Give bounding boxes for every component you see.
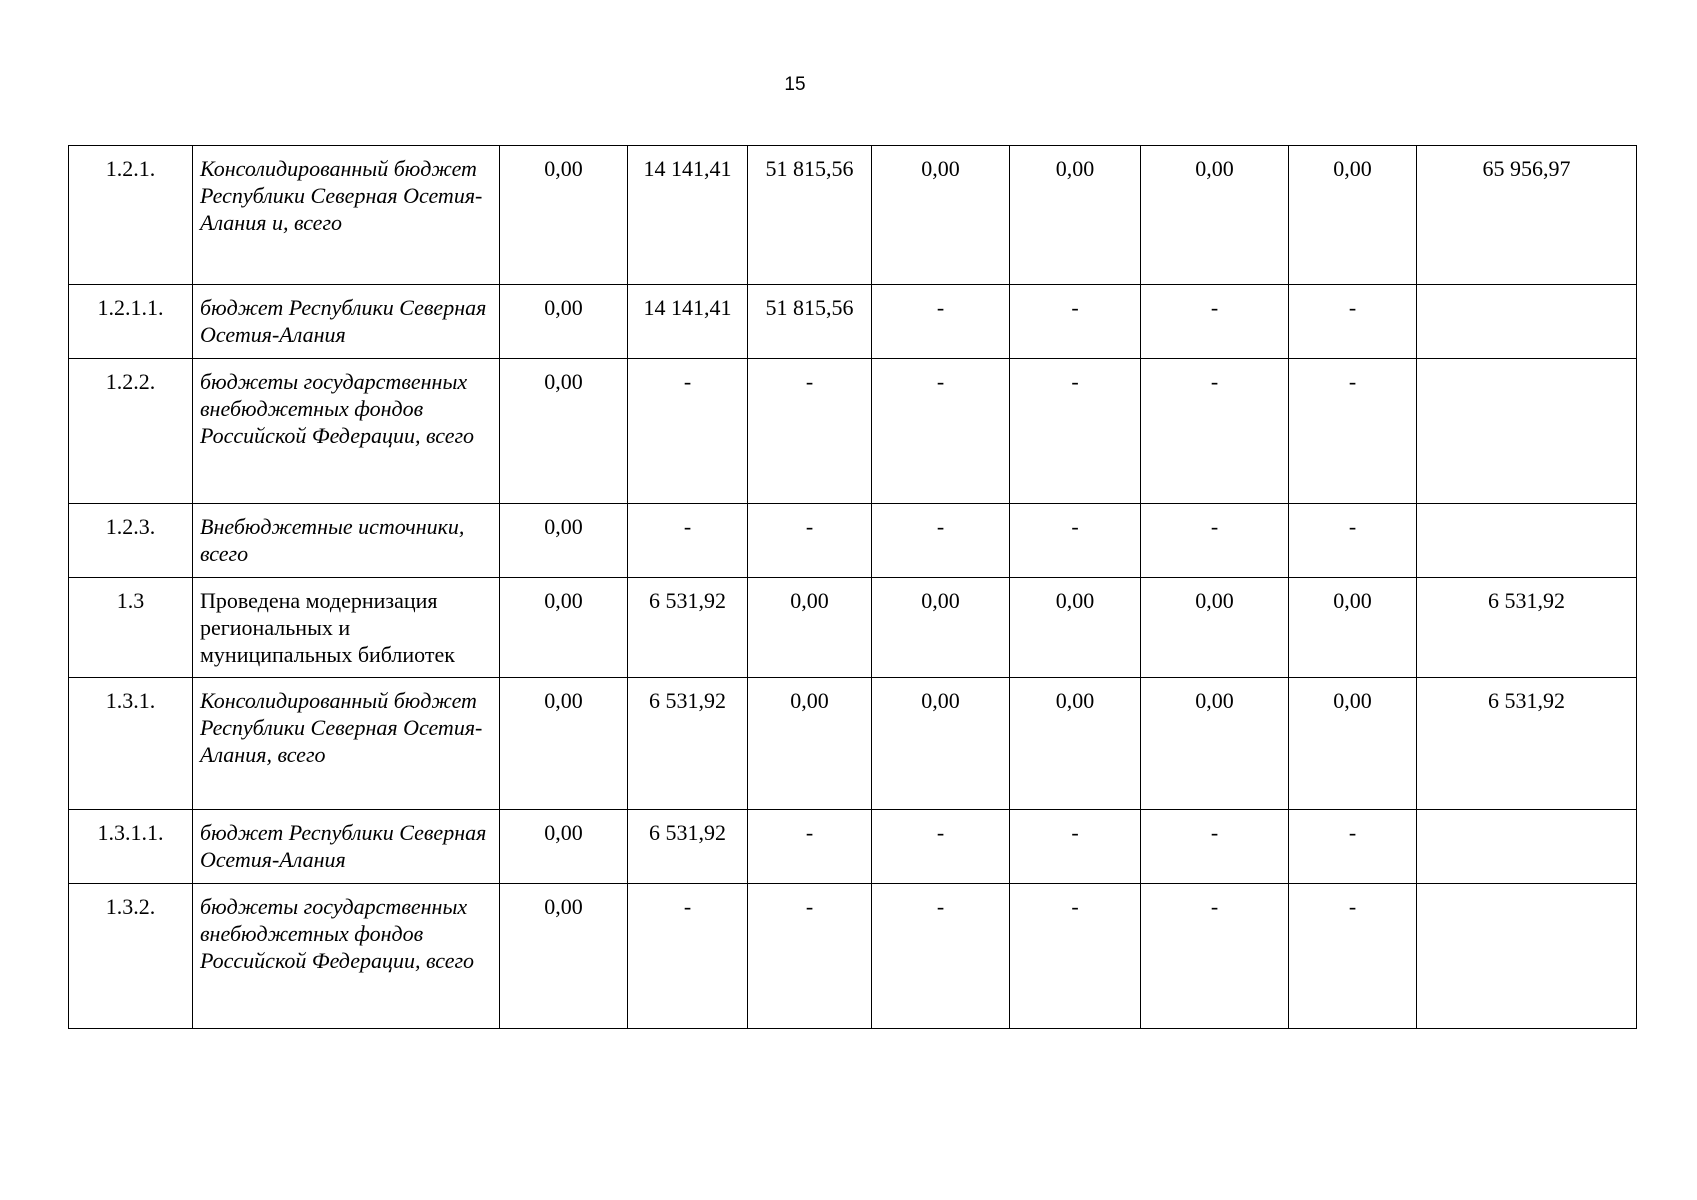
value-cell: 0,00 xyxy=(500,359,628,504)
value-cell: 0,00 xyxy=(1289,678,1417,810)
table-row xyxy=(69,678,1637,810)
row-name: Проведена модернизация региональных и муниципальных библиотек xyxy=(193,578,500,678)
row-code: 1.3 xyxy=(69,578,193,678)
value-cell: - xyxy=(872,504,1010,578)
row-code: 1.3.1. xyxy=(69,678,193,810)
value-cell: 14 141,41 xyxy=(628,285,748,359)
row-name: Внебюджетные источники, всего xyxy=(193,504,500,578)
value-cell: 0,00 xyxy=(872,578,1010,678)
value-cell: - xyxy=(748,810,872,884)
value-cell: 51 815,56 xyxy=(748,285,872,359)
table-row xyxy=(69,884,1637,1029)
row-name: бюджеты государственных внебюджетных фондов Российской Федерации, всего xyxy=(193,884,500,1029)
table-row xyxy=(69,359,1637,504)
value-cell: 0,00 xyxy=(748,678,872,810)
row-code: 1.2.1.1. xyxy=(69,285,193,359)
row-name: Консолидированный бюджет Республики Северная Осетия-Алания и, всего xyxy=(193,146,500,285)
total-cell xyxy=(1417,884,1637,1029)
row-name: бюджеты государственных внебюджетных фондов Российской Федерации, всего xyxy=(193,359,500,504)
row-code: 1.2.1. xyxy=(69,146,193,285)
value-cell: - xyxy=(748,884,872,1029)
value-cell: 0,00 xyxy=(1289,146,1417,285)
value-cell: - xyxy=(1010,504,1141,578)
row-name: Консолидированный бюджет Республики Северная Осетия-Алания, всего xyxy=(193,678,500,810)
value-cell: 0,00 xyxy=(500,504,628,578)
value-cell: 6 531,92 xyxy=(628,810,748,884)
value-cell: 0,00 xyxy=(872,146,1010,285)
value-cell: - xyxy=(1141,285,1289,359)
value-cell: 0,00 xyxy=(1141,146,1289,285)
row-name: бюджет Республики Северная Осетия-Алания xyxy=(193,285,500,359)
value-cell: - xyxy=(1010,285,1141,359)
value-cell: - xyxy=(1010,359,1141,504)
total-cell: 6 531,92 xyxy=(1417,678,1637,810)
value-cell: - xyxy=(872,359,1010,504)
value-cell: - xyxy=(1289,884,1417,1029)
value-cell: - xyxy=(628,359,748,504)
value-cell: - xyxy=(1141,810,1289,884)
row-code: 1.3.2. xyxy=(69,884,193,1029)
value-cell: - xyxy=(872,884,1010,1029)
value-cell: 0,00 xyxy=(1289,578,1417,678)
value-cell: - xyxy=(872,810,1010,884)
value-cell: 0,00 xyxy=(1010,578,1141,678)
row-code: 1.3.1.1. xyxy=(69,810,193,884)
value-cell: 0,00 xyxy=(500,578,628,678)
value-cell: 0,00 xyxy=(500,884,628,1029)
value-cell: - xyxy=(872,285,1010,359)
value-cell: 0,00 xyxy=(500,146,628,285)
total-cell: 6 531,92 xyxy=(1417,578,1637,678)
value-cell: 0,00 xyxy=(1141,678,1289,810)
row-code: 1.2.3. xyxy=(69,504,193,578)
table-row xyxy=(69,504,1637,578)
value-cell: - xyxy=(1010,884,1141,1029)
value-cell: 0,00 xyxy=(1010,146,1141,285)
page-number: 15 xyxy=(784,74,806,95)
value-cell: - xyxy=(1289,504,1417,578)
total-cell xyxy=(1417,285,1637,359)
value-cell: 6 531,92 xyxy=(628,578,748,678)
total-cell xyxy=(1417,810,1637,884)
table-row xyxy=(69,578,1637,678)
value-cell: - xyxy=(1141,504,1289,578)
value-cell: - xyxy=(1289,285,1417,359)
value-cell: 0,00 xyxy=(1010,678,1141,810)
value-cell: 0,00 xyxy=(1141,578,1289,678)
value-cell: 0,00 xyxy=(500,285,628,359)
value-cell: - xyxy=(1289,359,1417,504)
value-cell: - xyxy=(1141,884,1289,1029)
value-cell: 0,00 xyxy=(500,678,628,810)
value-cell: - xyxy=(628,504,748,578)
budget-table xyxy=(68,145,1637,1029)
value-cell: - xyxy=(748,504,872,578)
table-row xyxy=(69,146,1637,285)
value-cell: 51 815,56 xyxy=(748,146,872,285)
table-row xyxy=(69,285,1637,359)
value-cell: - xyxy=(1141,359,1289,504)
table-row xyxy=(69,810,1637,884)
value-cell: - xyxy=(1289,810,1417,884)
value-cell: - xyxy=(748,359,872,504)
value-cell: 0,00 xyxy=(500,810,628,884)
row-name: бюджет Республики Северная Осетия-Алания xyxy=(193,810,500,884)
row-code: 1.2.2. xyxy=(69,359,193,504)
total-cell: 65 956,97 xyxy=(1417,146,1637,285)
value-cell: - xyxy=(1010,810,1141,884)
total-cell xyxy=(1417,359,1637,504)
value-cell: 0,00 xyxy=(748,578,872,678)
value-cell: - xyxy=(628,884,748,1029)
total-cell xyxy=(1417,504,1637,578)
value-cell: 0,00 xyxy=(872,678,1010,810)
value-cell: 6 531,92 xyxy=(628,678,748,810)
value-cell: 14 141,41 xyxy=(628,146,748,285)
